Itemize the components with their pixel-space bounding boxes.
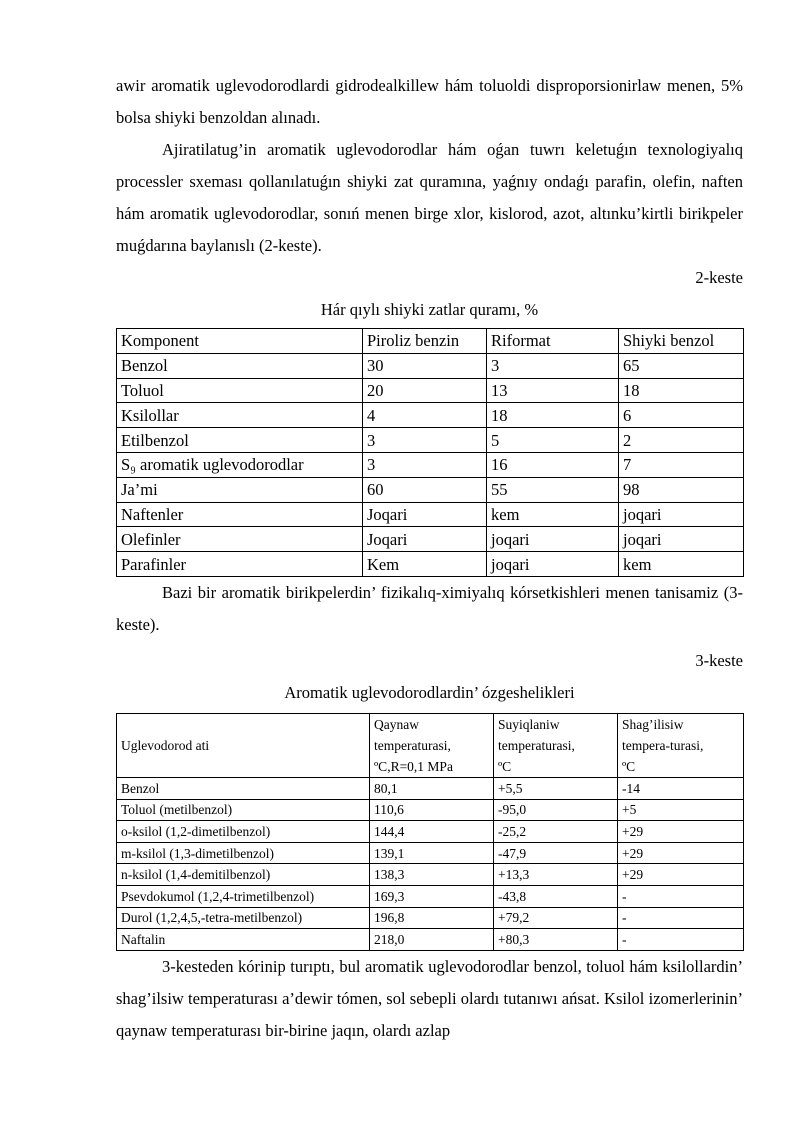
table-row [117, 552, 744, 577]
table-cell: +80,3 [494, 929, 618, 951]
table-row [117, 864, 744, 886]
table-cell: Parafinler [117, 552, 363, 577]
table-cell: - [618, 907, 744, 929]
table-row [117, 821, 744, 843]
table-cell: 98 [619, 477, 744, 502]
header-line: Suyiqlaniw [498, 716, 560, 732]
paragraph-4: 3-kesteden kórinip turıptı, bul aromatik uglevodorodlar benzol, toluol hám ksilollardin’ shag’ilsiw temperaturası a’dewir tómen, sol sebepli olardı tutanıwı ańsat. Ksilol izomerlerinin’ qaynaw temperaturası bir-birine jaqın, olardı azlap [116, 956, 743, 1040]
header-line: temperaturasi, [498, 737, 575, 753]
table-cell: Joqari [363, 502, 487, 527]
table-cell: +13,3 [494, 864, 618, 886]
table-row [117, 777, 744, 799]
header-line: ºC [622, 758, 636, 774]
table-cell: Benzol [117, 353, 363, 378]
table-cell: kem [487, 502, 619, 527]
table-cell: Etilbenzol [117, 428, 363, 453]
table-cell: Psevdokumol (1,2,4-trimetilbenzol) [117, 885, 370, 907]
table-cell: Benzol [117, 777, 370, 799]
table2-caption: Hár qıylı shiyki zatlar quramı, % [320, 300, 539, 319]
table-cell: 138,3 [370, 864, 494, 886]
table-cell: Toluol (metilbenzol) [117, 799, 370, 821]
table3-header-row [117, 713, 744, 777]
table-cell: +79,2 [494, 907, 618, 929]
table2-header-cell: Shiyki benzol [619, 329, 744, 354]
table-cell: 139,1 [370, 842, 494, 864]
table2-label: 2-keste [695, 268, 743, 287]
table-cell: 30 [363, 353, 487, 378]
table-row [117, 527, 744, 552]
table-cell: 3 [487, 353, 619, 378]
table-cell: o-ksilol (1,2-dimetilbenzol) [117, 821, 370, 843]
table-row [117, 353, 744, 378]
table-cell: 60 [363, 477, 487, 502]
table-cell: 55 [487, 477, 619, 502]
table-cell: 16 [487, 452, 619, 477]
table-cell: 65 [619, 353, 744, 378]
table-cell: 144,4 [370, 821, 494, 843]
table-cell: 18 [619, 378, 744, 403]
table-cell: +5 [618, 799, 744, 821]
table-cell: - [618, 929, 744, 951]
table-row [117, 502, 744, 527]
table-cell: Naftenler [117, 502, 363, 527]
table-row [117, 428, 744, 453]
table-row [117, 452, 744, 477]
table-3 [116, 713, 744, 951]
table-cell: m-ksilol (1,3-dimetilbenzol) [117, 842, 370, 864]
table-cell: joqari [619, 502, 744, 527]
table-cell: S₉ aromatik uglevodorodlar [117, 452, 363, 477]
table-cell: 2 [619, 428, 744, 453]
table-cell: Ja’mi [117, 477, 363, 502]
table3-header-cell [494, 713, 618, 777]
table-cell: Joqari [363, 527, 487, 552]
table2-header-cell: Riformat [487, 329, 619, 354]
table-cell: Toluol [117, 378, 363, 403]
table-cell: +5,5 [494, 777, 618, 799]
table-row [117, 842, 744, 864]
header-line: ºC,R=0,1 MPa [374, 758, 453, 774]
table-row [117, 885, 744, 907]
table-cell: 3 [363, 428, 487, 453]
document-page [116, 70, 743, 1047]
table-cell: kem [619, 552, 744, 577]
table-cell: 7 [619, 452, 744, 477]
header-line: temperaturasi, [374, 737, 451, 753]
table-cell: +29 [618, 821, 744, 843]
table3-caption: Aromatik uglevodorodlardin’ ózgeshelikleri [284, 682, 575, 702]
table-cell: Durol (1,2,4,5,-tetra-metilbenzol) [117, 907, 370, 929]
table3-header-cell [117, 713, 370, 777]
table-cell: 196,8 [370, 907, 494, 929]
header-line: tempera-turasi, [622, 737, 704, 753]
table-cell: 6 [619, 403, 744, 428]
table3-header-cell [618, 713, 744, 777]
table-cell: joqari [487, 527, 619, 552]
header-line: Qaynaw [374, 716, 419, 732]
table-row [117, 477, 744, 502]
table-cell: Kem [363, 552, 487, 577]
table-cell: 13 [487, 378, 619, 403]
table-cell: 80,1 [370, 777, 494, 799]
paragraph-2: Ajiratilatug’in aromatik uglevodorodlar hám oǵan tuwrı keletuǵın texnologiyalıq processler sxeması qollanılatuǵın shiyki zat quramına, yaǵnıy ondaǵı parafin, olefin, naften hám aromatik uglevodorodlar, sonıń menen birge xlor, kislorod, azot, altınku’kirtli birikpeler muǵdarına baylanıslı (2-keste). [116, 140, 743, 255]
table-cell: 218,0 [370, 929, 494, 951]
table-cell: -43,8 [494, 885, 618, 907]
header-line: Shag’ilisiw [622, 716, 684, 732]
table-cell: 18 [487, 403, 619, 428]
table-cell: -47,9 [494, 842, 618, 864]
table2-header-cell: Komponent [117, 329, 363, 354]
paragraph-1: awir aromatik uglevodorodlardi gidrodealkillew hám toluoldi disproporsionirlaw menen, 5% bolsa shiyki benzoldan alınadı. [116, 76, 743, 127]
table-cell: Ksilollar [117, 403, 363, 428]
table-row [117, 907, 744, 929]
table-cell: 5 [487, 428, 619, 453]
table-cell: -25,2 [494, 821, 618, 843]
table-row [117, 929, 744, 951]
table-row [117, 799, 744, 821]
table-cell: joqari [487, 552, 619, 577]
paragraph-3: Bazi bir aromatik birikpelerdin’ fizikalıq-ximiyalıq kórsetkishleri menen tanisamiz (3-keste). [116, 582, 743, 634]
table3-label: 3-keste [695, 650, 743, 670]
table-cell: 20 [363, 378, 487, 403]
table-cell: 3 [363, 452, 487, 477]
table-cell: 4 [363, 403, 487, 428]
table3-header-cell [370, 713, 494, 777]
table-row [117, 403, 744, 428]
table-cell: Olefinler [117, 527, 363, 552]
table-cell: 110,6 [370, 799, 494, 821]
header-line: ºC [498, 758, 512, 774]
table-row [117, 378, 744, 403]
table-cell: 169,3 [370, 885, 494, 907]
table2-header-row [117, 329, 744, 354]
table2-header-cell: Piroliz benzin [363, 329, 487, 354]
table-cell: Naftalin [117, 929, 370, 951]
table-cell: - [618, 885, 744, 907]
header-line: Uglevodorod ati [121, 737, 210, 753]
table-cell: +29 [618, 842, 744, 864]
table-cell: -95,0 [494, 799, 618, 821]
table-cell: joqari [619, 527, 744, 552]
table-cell: -14 [618, 777, 744, 799]
table-cell: +29 [618, 864, 744, 886]
table-cell: n-ksilol (1,4-demitilbenzol) [117, 864, 370, 886]
table-2 [116, 328, 744, 577]
